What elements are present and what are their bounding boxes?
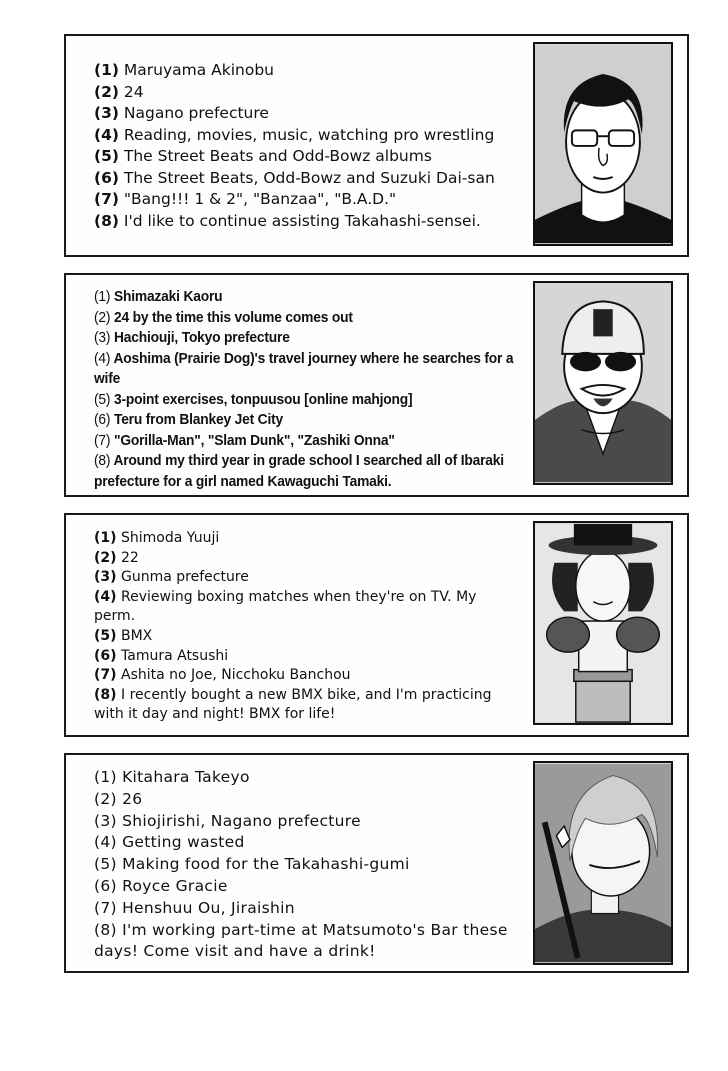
profile-answer: Getting wasted [122, 833, 245, 852]
profile-answer: Teru from Blankey Jet City [113, 411, 284, 428]
portrait-boxer-top-hat-icon [533, 521, 673, 725]
profile-answer: Making food for the Takahashi-gumi [122, 855, 410, 874]
profile-line [94, 431, 526, 452]
item-number: (8) [94, 211, 119, 230]
profile-panel-2 [64, 273, 689, 497]
profile-answer: Tamura Atsushi [121, 647, 229, 664]
profile-line [94, 627, 534, 647]
profile-line [94, 189, 534, 211]
item-number: (6) [94, 168, 119, 187]
item-number: (5) [94, 855, 117, 874]
profile-line [94, 146, 534, 168]
profile-hometown: Gunma prefecture [121, 569, 249, 586]
profile-answer: Royce Gracie [122, 876, 228, 895]
profile-line [94, 666, 534, 686]
profile-answer: BMX [121, 627, 153, 644]
profile-name: Shimoda Yuuji [121, 530, 220, 546]
portrait-smiling-person-icon [533, 761, 673, 965]
item-number: (8) [94, 452, 111, 469]
profile-line [94, 647, 534, 667]
profile-line [94, 789, 534, 811]
profile-text [94, 287, 526, 492]
profile-line [94, 767, 534, 789]
item-number: (5) [94, 390, 111, 408]
profile-line [94, 549, 534, 569]
profile-name: Kitahara Takeyo [122, 768, 250, 786]
item-number: (7) [94, 431, 111, 449]
profile-line [94, 686, 514, 725]
profile-age: 26 [122, 789, 143, 808]
profile-answer: Henshuu Ou, Jiraishin [122, 898, 295, 917]
item-number: (3) [94, 569, 117, 586]
profile-line [94, 308, 526, 329]
item-number: (7) [94, 898, 117, 917]
item-number: (2) [94, 789, 117, 808]
portrait-man-cap-sunglasses-icon [533, 281, 673, 485]
profile-line [94, 451, 526, 492]
profile-answer: Aoshima (Prairie Dog)'s travel journey where he searches for a wife [94, 349, 514, 387]
profile-answer: "Gorilla-Man", "Slam Dunk", "Zashiki Onna" [113, 431, 395, 449]
profile-text [94, 529, 534, 725]
profile-line [94, 410, 526, 431]
profile-line [94, 349, 526, 390]
profile-panel-1 [64, 34, 689, 257]
item-number: (1) [94, 530, 117, 546]
item-number: (8) [94, 686, 117, 703]
profile-line [94, 390, 526, 411]
profile-line [94, 211, 534, 233]
profile-line [94, 811, 534, 833]
profile-line [94, 287, 526, 308]
item-number: (5) [94, 627, 117, 644]
item-number: (2) [94, 308, 111, 326]
item-number: (1) [94, 61, 119, 79]
profile-line [94, 920, 534, 964]
profile-name: Shimazaki Kaoru [113, 288, 223, 305]
profile-line [94, 82, 534, 104]
profile-message: Around my third year in grade school I searched all of Ibaraki prefecture for a girl named Kawaguchi Tamaki. [94, 452, 504, 490]
item-number: (4) [94, 125, 119, 144]
profile-answer: Reviewing boxing matches when they're on TV. My perm. [94, 588, 477, 625]
item-number: (6) [94, 411, 111, 428]
profile-line [94, 328, 526, 349]
item-number: (3) [94, 329, 111, 346]
profile-message: I'd like to continue assisting Takahashi-sensei. [123, 211, 481, 230]
profile-line [94, 60, 534, 82]
item-number: (6) [94, 876, 117, 895]
profile-line [94, 876, 534, 898]
item-number: (6) [94, 647, 117, 664]
profile-hometown: Hachiouji, Tokyo prefecture [113, 329, 290, 346]
profile-age: 24 [123, 82, 144, 101]
profile-line [94, 898, 534, 920]
profile-hometown: Shiojirishi, Nagano prefecture [122, 811, 361, 830]
item-number: (7) [94, 667, 117, 684]
item-number: (2) [94, 549, 117, 566]
profile-name: Maruyama Akinobu [123, 61, 275, 79]
profile-line [94, 568, 534, 588]
item-number: (4) [94, 588, 117, 605]
item-number: (8) [94, 920, 117, 939]
profile-answer: 3-point exercises, tonpuusou [online mahjong] [113, 390, 413, 408]
item-number: (1) [94, 768, 117, 786]
profile-message: I'm working part-time at Matsumoto's Bar these days! Come visit and have a drink! [94, 920, 508, 961]
profile-answer: "Bang!!! 1 & 2", "Banzaa", "B.A.D." [123, 190, 397, 208]
profile-message: I recently bought a new BMX bike, and I'm practicing with it day and night! BMX for life! [94, 686, 492, 723]
profile-line [94, 854, 534, 876]
profile-hometown: Nagano prefecture [123, 104, 269, 122]
item-number: (1) [94, 288, 111, 305]
profile-panel-3 [64, 513, 689, 737]
profile-line [94, 125, 534, 147]
profile-text [94, 60, 534, 232]
profile-answer: Ashita no Joe, Nicchoku Banchou [121, 667, 351, 684]
item-number: (2) [94, 82, 119, 101]
portrait-man-glasses-icon [533, 42, 673, 246]
profile-line [94, 529, 534, 549]
profile-answer: Reading, movies, music, watching pro wrestling [123, 125, 495, 144]
profile-age: 24 by the time this volume comes out [113, 308, 353, 326]
profile-panel-4 [64, 753, 689, 973]
profile-text [94, 767, 534, 963]
profile-line [94, 168, 534, 190]
item-number: (3) [94, 104, 119, 122]
profile-line [94, 588, 494, 627]
item-number: (4) [94, 833, 117, 852]
profile-line [94, 832, 534, 854]
profile-answer: The Street Beats and Odd-Bowz albums [123, 147, 432, 165]
item-number: (5) [94, 147, 119, 165]
profile-age: 22 [121, 549, 139, 566]
item-number: (3) [94, 811, 117, 830]
item-number: (4) [94, 349, 111, 367]
profile-answer: The Street Beats, Odd-Bowz and Suzuki Dai-san [123, 168, 495, 187]
profile-line [94, 103, 534, 125]
item-number: (7) [94, 190, 119, 208]
